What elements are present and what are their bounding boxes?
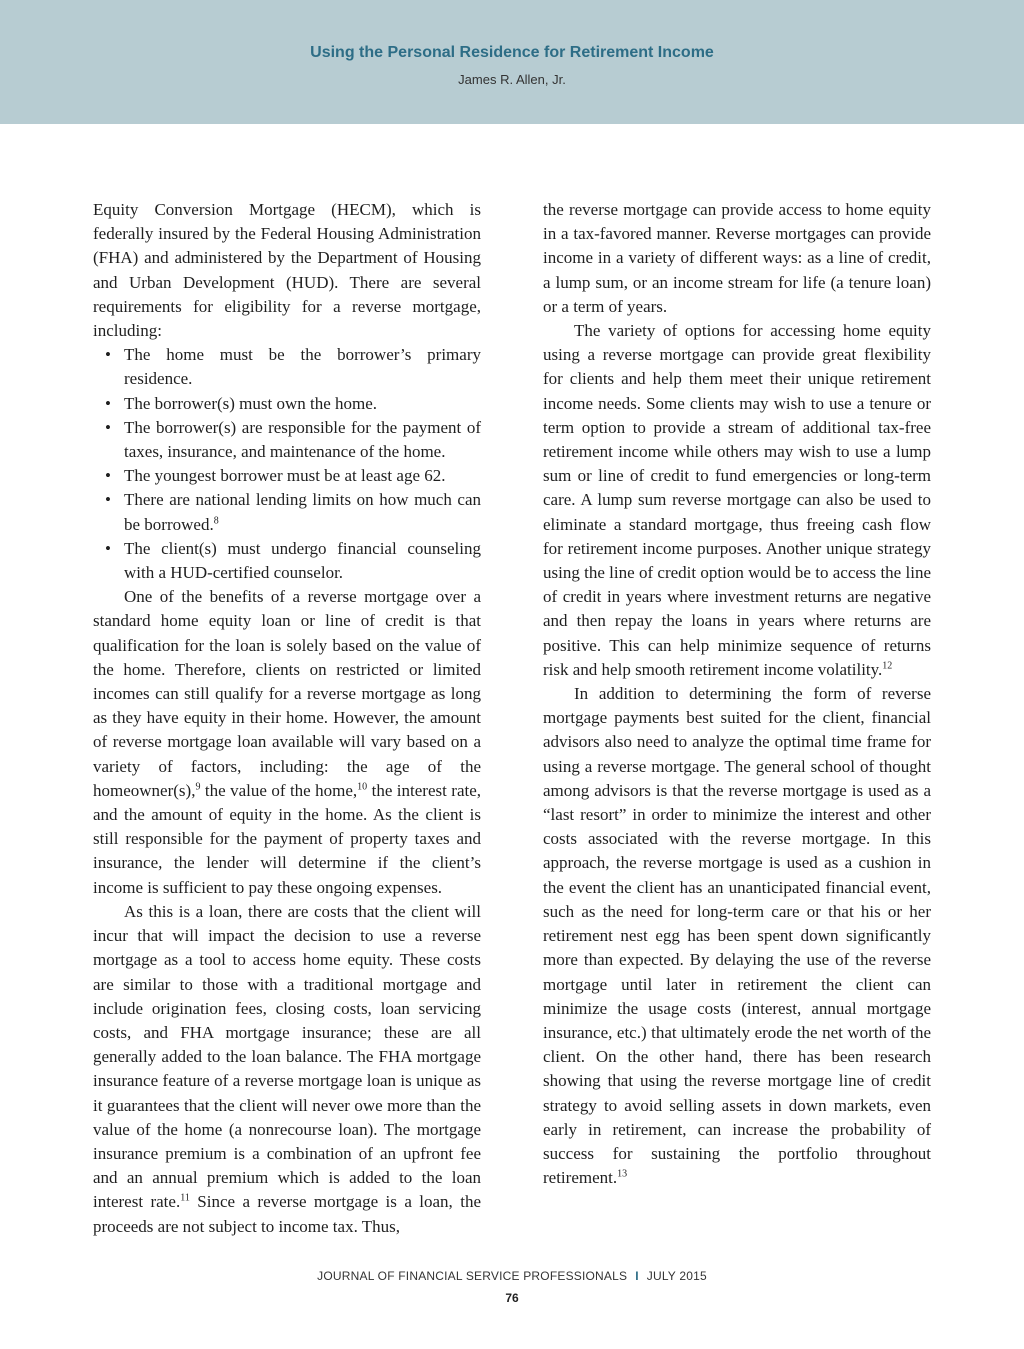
bullet-icon: • (105, 538, 111, 558)
list-item: • The youngest borrower must be at least age 62. (93, 464, 481, 488)
paragraph: In addition to determining the form of reverse mortgage payments best suited for the client, financial advisors also need to analyze the optimal time frame for using a reverse mortgage. The general school of thought among advisors is that the reverse mortgage is used as a “last resort” in order to minimize the interest and other costs associated with the reverse mortgage. In this approach, the reverse mortgage is used as a cushion in the event the client has an unanticipated financial event, such as the need for long-term care or that his or her retirement nest egg has been spent down significantly more than expected. By delaying the use of the reverse mortgage until later in retirement the client can minimize the usage costs (interest, annual mortgage insurance, etc.) that ultimately erode the net worth of the client. On the other hand, there has been research showing that using the reverse mortgage line of credit strategy to avoid selling assets in down markets, even early in retirement, can increase the probability of success for sustaining the portfolio throughout retirement.$^{13}$ (543, 684, 931, 1188)
bullet-icon: • (105, 393, 111, 413)
footnote-ref: 8 (213, 514, 219, 526)
running-footer (0, 1269, 1024, 1283)
list-item: • The borrower(s) must own the home. (93, 392, 481, 416)
issue-date: JULY 2015 (646, 1269, 707, 1283)
paragraph: The variety of options for accessing home equity using a reverse mortgage can provide great flexibility for clients and help them meet their unique retirement income needs. Some clients may wish to use a tenure or term option to provide a stream of additional tax-free retirement income while others may wish to use a lump sum or line of credit to fund emergencies or long-term care. A lump sum reverse mortgage can also be used to eliminate a standard mortgage, thus freeing cash flow for retirement income purposes. Another unique strategy using the line of credit option would be to access the line of credit in years where investment returns are negative and then repay the loans in years where returns are positive. This can help minimize sequence of returns risk and help smooth retirement income volatility.$^{12}$ (543, 321, 931, 679)
paragraph: One of the benefits of a reverse mortgage over a standard home equity loan or line of credit is that qualification for the loan is solely based on the value of the home. Therefore, clients on restricted or limited incomes can still qualify for a reverse mortgage as long as they have equity in their home. However, the amount of reverse mortgage loan available will vary based on a variety of factors, including: the age of the homeowner(s),$^9$ the value of the home,$^{10}$ the interest rate, and the amount of equity in the home. As the client is still responsible for the payment of property taxes and insurance, the lender will determine if the client’s income is sufficient to pay these ongoing expenses. (93, 587, 482, 897)
bullet-icon: • (105, 417, 111, 437)
bullet-icon: • (105, 490, 111, 510)
page-number: 76 (505, 1291, 519, 1305)
left-column (93, 198, 481, 1239)
article-author: James R. Allen, Jr. (458, 72, 566, 87)
footnote-ref: 13 (617, 1168, 628, 1180)
paragraph: As this is a loan, there are costs that the client will incur that will impact the decision to use a reverse mortgage as a tool to access home equity. These costs are similar to those with a traditional mortgage and include origination fees, closing costs, loan servicing costs, and FHA mortgage insurance; these are all generally added to the loan balance. The FHA mortgage insurance feature of a reverse mortgage loan is unique as it guarantees that the client will never owe more than the value of the home (a nonrecourse loan). The mortgage insurance premium is a combination of an upfront fee and an annual premium which is added to the loan interest rate.$^{11}$ Since a reverse mortgage is a loan, the proceeds are not subject to income tax. Thus, (93, 901, 482, 1236)
list-item: • The home must be the borrower’s primary residence. (105, 345, 481, 389)
list-item: • There are national lending limits on how much can be borrowed.$^8$ (105, 490, 481, 534)
header-band (0, 0, 1024, 124)
bullet-icon: • (105, 466, 111, 486)
footnote-ref: 12 (882, 660, 893, 672)
footnote-ref: 11 (180, 1192, 190, 1204)
list-item: • The borrower(s) are responsible for the payment of taxes, insurance, and maintenance of the home. (105, 417, 481, 462)
footnote-ref: 10 (357, 781, 368, 793)
footer-separator: I (635, 1269, 639, 1283)
bullet-icon: • (105, 345, 111, 365)
paragraph: Equity Conversion Mortgage (HECM), which is federally insured by the Federal Housing Administration (FHA) and administered by the Department of Housing and Urban Development (HUD). There are several requirements for eligibility for a reverse mortgage, including: (93, 200, 481, 341)
article-title: Using the Personal Residence for Retirement Income (310, 44, 714, 61)
list-item: • The client(s) must undergo financial counseling with a HUD-certified counselor. (105, 538, 481, 583)
paragraph: the reverse mortgage can provide access to home equity in a tax-favored manner. Reverse mortgages can provide income in a variety of different ways: as a line of credit, a lump sum, or an income stream for life (a tenure loan) or a term of years. (543, 200, 931, 316)
requirements-list (93, 343, 481, 585)
journal-name: JOURNAL OF FINANCIAL SERVICE PROFESSIONALS (317, 1269, 628, 1283)
right-column (543, 198, 931, 1190)
footnote-ref: 9 (195, 781, 201, 793)
